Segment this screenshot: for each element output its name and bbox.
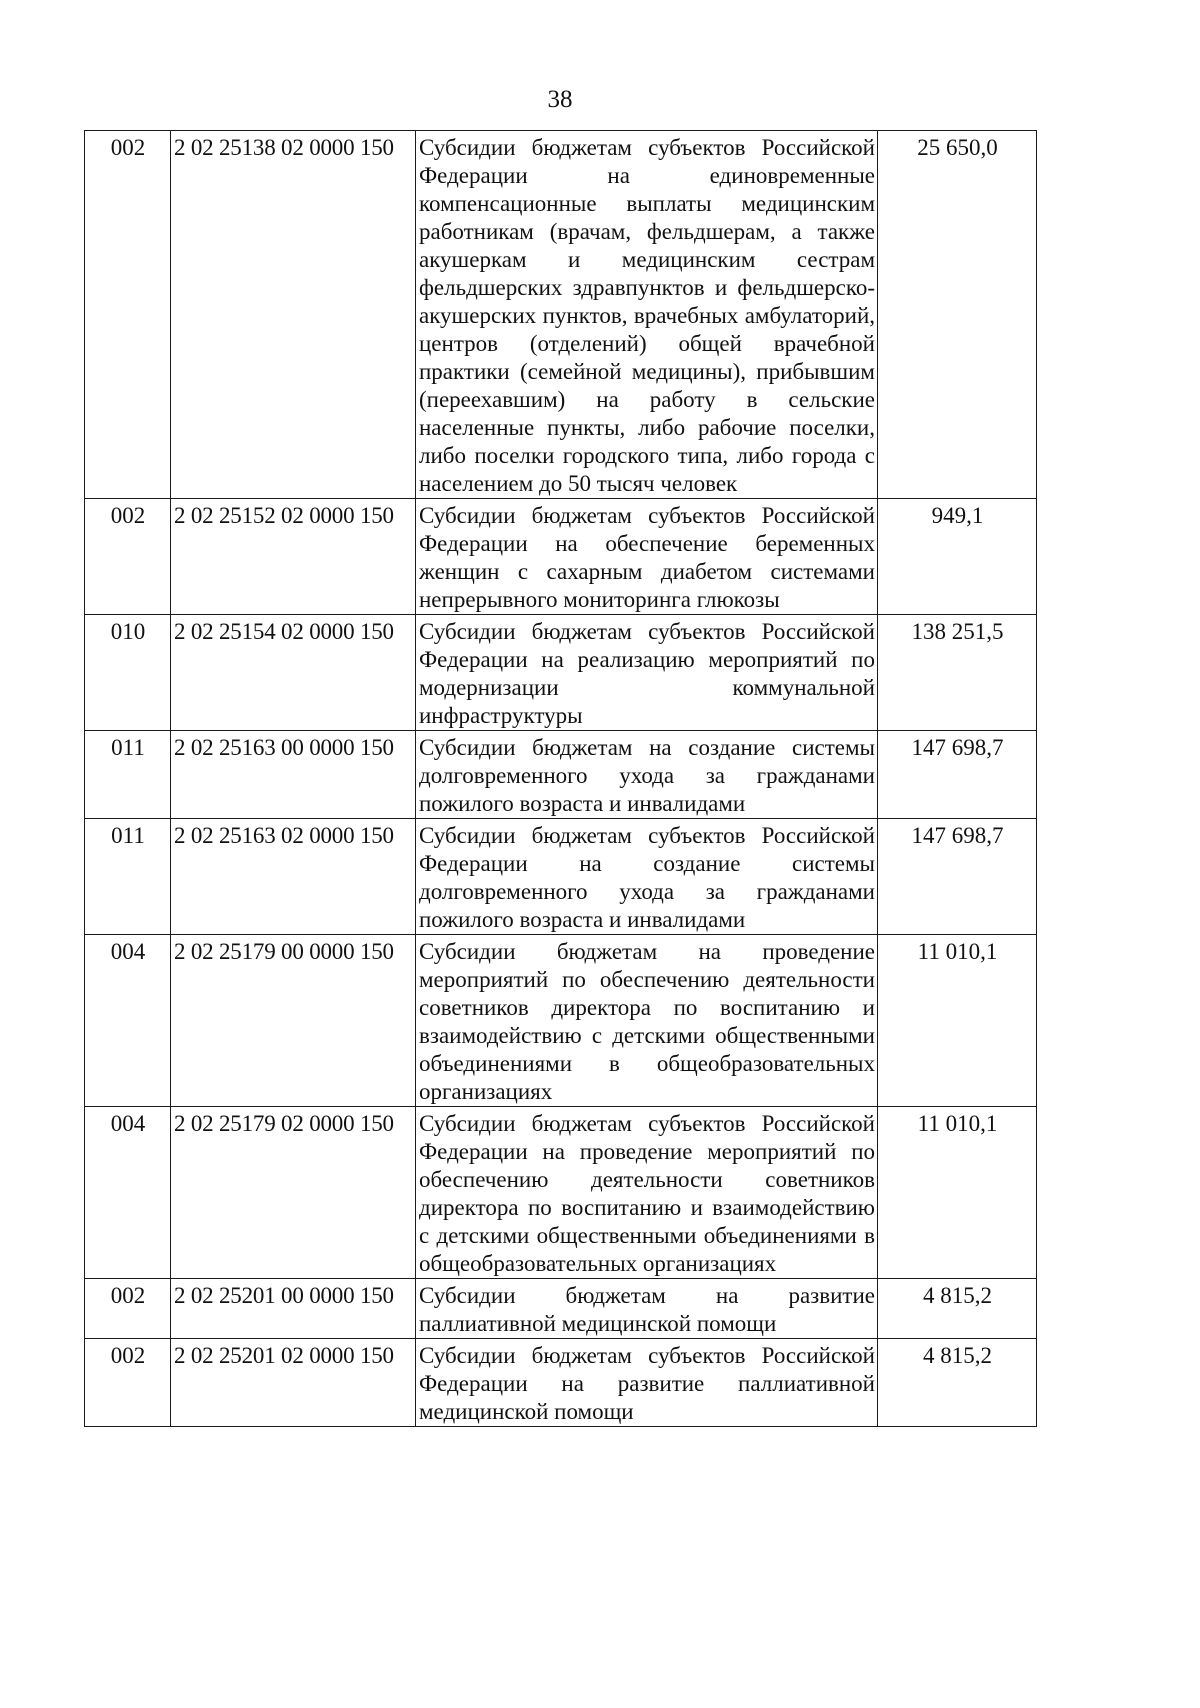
- table-row: [85, 731, 1037, 819]
- admin-code-cell: 011: [85, 819, 171, 935]
- revenue-name-cell: Субсидии бюджетам субъектов Российской Федерации на единовременные компенсационные выплаты медицинским работникам (врачам, фельдшерам, а также акушеркам и медицинским сестрам фельдшерских здравпунктов и фельдшерско-акушерских пунктов, врачебных амбулаторий, центров (отделений) общей врачебной практики (семейной медицины), прибывшим (переехавшим) на работу в сельские населенные пункты, либо рабочие поселки, либо поселки городского типа, либо города с населением до 50 тысяч человек: [416, 131, 878, 499]
- revenue-name-cell: Субсидии бюджетам субъектов Российской Федерации на развитие паллиативной медицинской помощи: [416, 1339, 878, 1427]
- amount-cell: 147 698,7: [878, 731, 1037, 819]
- revenue-name-cell: Субсидии бюджетам на развитие паллиативной медицинской помощи: [416, 1279, 878, 1339]
- amount-cell: 147 698,7: [878, 819, 1037, 935]
- budget-revenue-table: [84, 130, 1037, 1427]
- revenue-name-cell: Субсидии бюджетам субъектов Российской Федерации на обеспечение беременных женщин с сахарным диабетом системами непрерывного мониторинга глюкозы: [416, 499, 878, 615]
- budget-code-cell: 2 02 25179 00 0000 150: [171, 935, 416, 1107]
- admin-code-cell: 004: [85, 1107, 171, 1279]
- admin-code-cell: 004: [85, 935, 171, 1107]
- amount-cell: 4 815,2: [878, 1339, 1037, 1427]
- budget-code-cell: 2 02 25201 02 0000 150: [171, 1339, 416, 1427]
- revenue-name-cell: Субсидии бюджетам субъектов Российской Федерации на реализацию мероприятий по модернизации коммунальной инфраструктуры: [416, 615, 878, 731]
- revenue-name-cell: Субсидии бюджетам субъектов Российской Федерации на проведение мероприятий по обеспечению деятельности советников директора по воспитанию и взаимодействию с детскими общественными объединениями в общеобразовательных организациях: [416, 1107, 878, 1279]
- revenue-name-cell: Субсидии бюджетам на создание системы долговременного ухода за гражданами пожилого возраста и инвалидами: [416, 731, 878, 819]
- budget-code-cell: 2 02 25154 02 0000 150: [171, 615, 416, 731]
- amount-cell: 4 815,2: [878, 1279, 1037, 1339]
- budget-code-cell: 2 02 25179 02 0000 150: [171, 1107, 416, 1279]
- amount-cell: 11 010,1: [878, 1107, 1037, 1279]
- table-row: [85, 935, 1037, 1107]
- amount-cell: 949,1: [878, 499, 1037, 615]
- budget-code-cell: 2 02 25138 02 0000 150: [171, 131, 416, 499]
- amount-cell: 138 251,5: [878, 615, 1037, 731]
- amount-cell: 25 650,0: [878, 131, 1037, 499]
- table-row: [85, 499, 1037, 615]
- table-row: [85, 1339, 1037, 1427]
- budget-code-cell: 2 02 25163 00 0000 150: [171, 731, 416, 819]
- admin-code-cell: 010: [85, 615, 171, 731]
- budget-code-cell: 2 02 25152 02 0000 150: [171, 499, 416, 615]
- revenue-name-cell: Субсидии бюджетам субъектов Российской Федерации на создание системы долговременного ухода за гражданами пожилого возраста и инвалидами: [416, 819, 878, 935]
- table-row: [85, 131, 1037, 499]
- admin-code-cell: 011: [85, 731, 171, 819]
- table-row: [85, 1279, 1037, 1339]
- admin-code-cell: 002: [85, 1279, 171, 1339]
- amount-cell: 11 010,1: [878, 935, 1037, 1107]
- table-row: [85, 819, 1037, 935]
- revenue-name-cell: Субсидии бюджетам на проведение мероприятий по обеспечению деятельности советников директора по воспитанию и взаимодействию с детскими общественными объединениями в общеобразовательных организациях: [416, 935, 878, 1107]
- budget-code-cell: 2 02 25201 00 0000 150: [171, 1279, 416, 1339]
- table-row: [85, 615, 1037, 731]
- budget-code-cell: 2 02 25163 02 0000 150: [171, 819, 416, 935]
- admin-code-cell: 002: [85, 1339, 171, 1427]
- page-number: 38: [547, 86, 573, 113]
- admin-code-cell: 002: [85, 131, 171, 499]
- table-row: [85, 1107, 1037, 1279]
- admin-code-cell: 002: [85, 499, 171, 615]
